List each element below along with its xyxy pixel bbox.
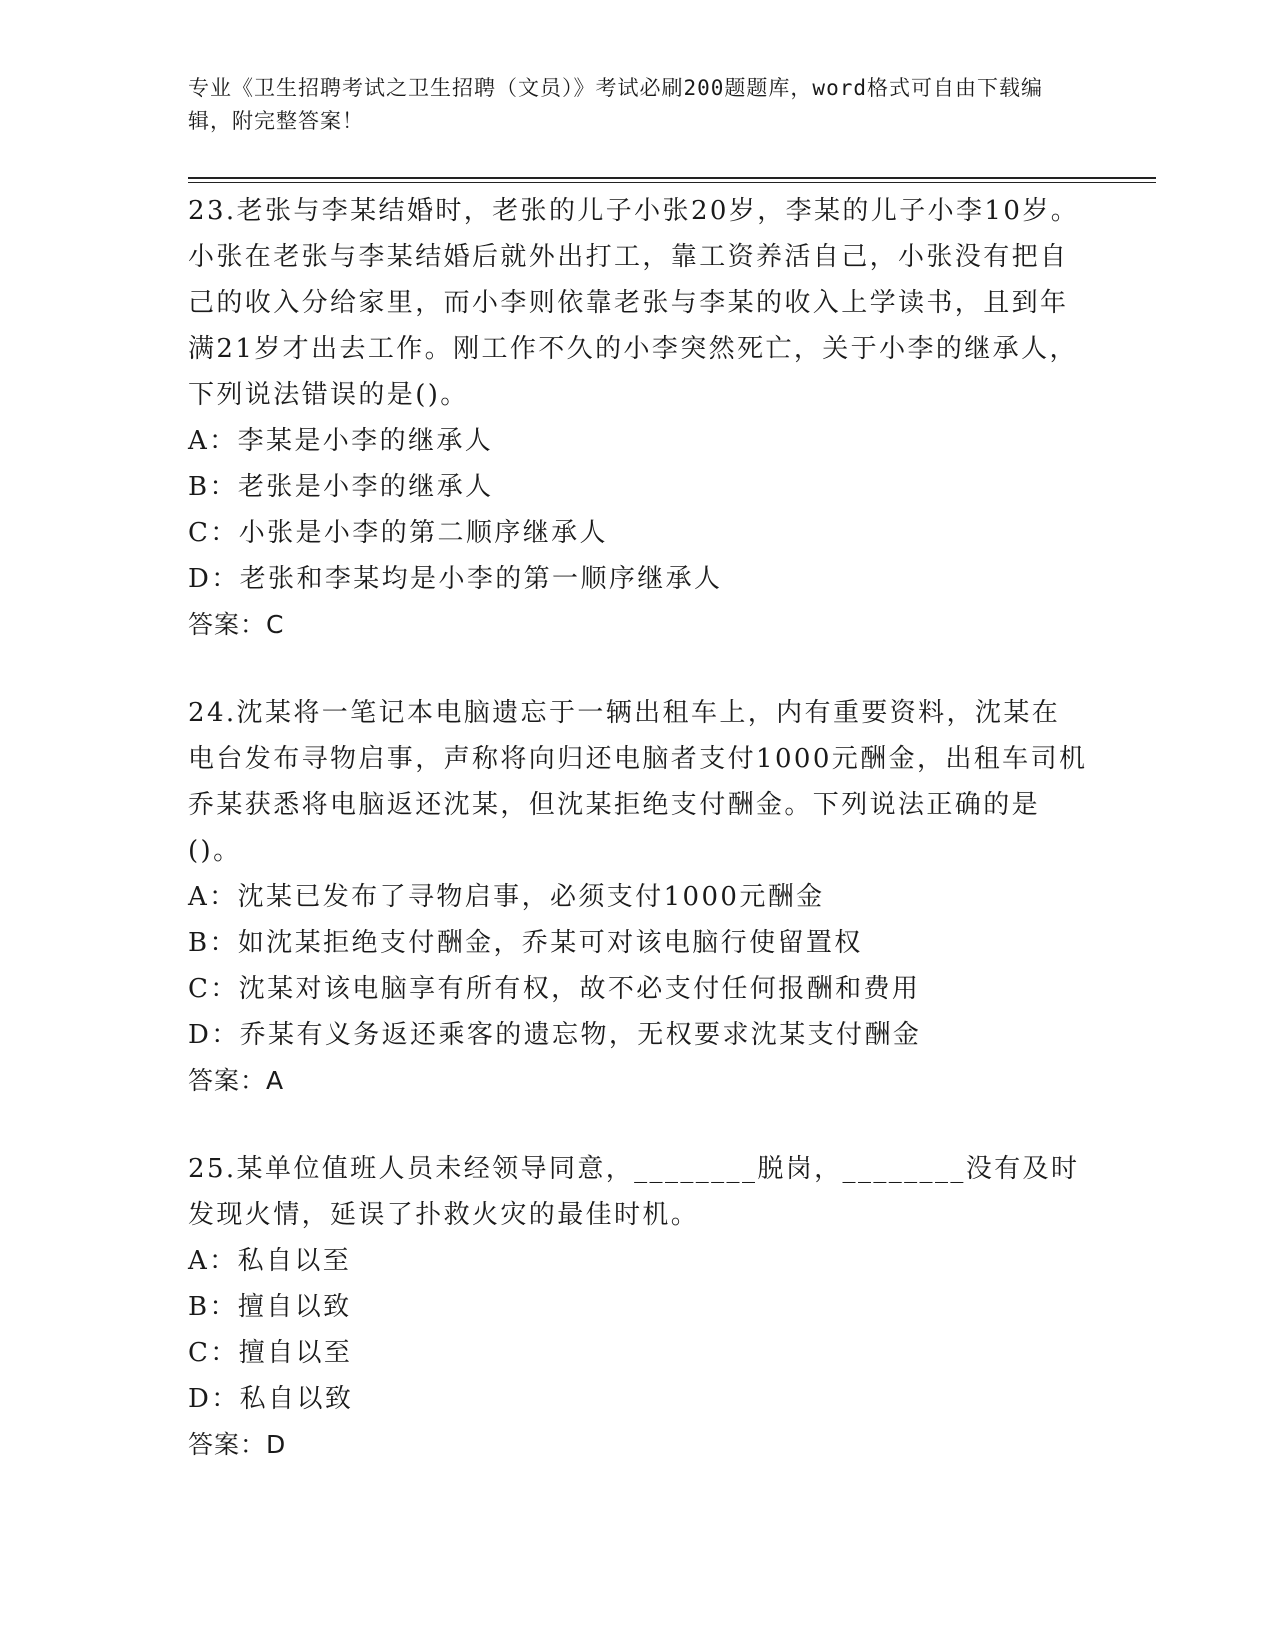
header-divider-thin bbox=[188, 182, 1156, 183]
option-b: B：老张是小李的继承人 bbox=[188, 472, 494, 502]
question-stem: 23.老张与李某结婚时，老张的儿子小张20岁，李某的儿子小李10岁。小张在老张与李某结婚后就外出打工，靠工资养活自己，小张没有把自己的收入分给家里，而小李则依靠老张与李某的收入上学读书，且到年满21岁才出去工作。刚工作不久的小李突然死亡，关于小李的继承人，下列说法错误的是()。 bbox=[188, 196, 1080, 410]
option-d: D：乔某有义务返还乘客的遗忘物，无权要求沈某支付酬金 bbox=[188, 1020, 922, 1050]
question-spacer bbox=[188, 1104, 1088, 1146]
answer-line: 答案：C bbox=[188, 610, 285, 639]
answer-line: 答案：D bbox=[188, 1430, 287, 1459]
question-stem: 24.沈某将一笔记本电脑遗忘于一辆出租车上，内有重要资料，沈某在电台发布寻物启事，声称将向归还电脑者支付1000元酬金，出租车司机乔某获悉将电脑返还沈某，但沈某拒绝支付酬金。下列说法正确的是()。 bbox=[188, 698, 1088, 866]
question-23 bbox=[188, 188, 1088, 648]
question-list bbox=[188, 188, 1088, 1468]
option-c: C：擅自以至 bbox=[188, 1338, 353, 1368]
document-header: 专业《卫生招聘考试之卫生招聘（文员）》考试必刷200题题库，word格式可自由下载编辑，附完整答案！ bbox=[188, 76, 1043, 133]
option-d: D：老张和李某均是小李的第一顺序继承人 bbox=[188, 564, 723, 594]
option-a: A：李某是小李的继承人 bbox=[188, 426, 494, 456]
option-a: A：私自以至 bbox=[188, 1246, 352, 1276]
question-24 bbox=[188, 690, 1088, 1104]
header-divider-thick bbox=[188, 177, 1156, 179]
option-a: A：沈某已发布了寻物启事，必须支付1000元酬金 bbox=[188, 882, 825, 912]
option-c: C：沈某对该电脑享有所有权，故不必支付任何报酬和费用 bbox=[188, 974, 921, 1004]
option-c: C：小张是小李的第二顺序继承人 bbox=[188, 518, 608, 548]
option-b: B：如沈某拒绝支付酬金，乔某可对该电脑行使留置权 bbox=[188, 928, 863, 958]
option-b: B：擅自以致 bbox=[188, 1292, 352, 1322]
option-d: D：私自以致 bbox=[188, 1384, 354, 1414]
question-stem: 25.某单位值班人员未经领导同意，________脱岗，________没有及时发现火情，延误了扑救火灾的最佳时机。 bbox=[188, 1154, 1080, 1230]
answer-line: 答案：A bbox=[188, 1066, 285, 1095]
question-25 bbox=[188, 1146, 1088, 1468]
question-spacer bbox=[188, 648, 1088, 690]
